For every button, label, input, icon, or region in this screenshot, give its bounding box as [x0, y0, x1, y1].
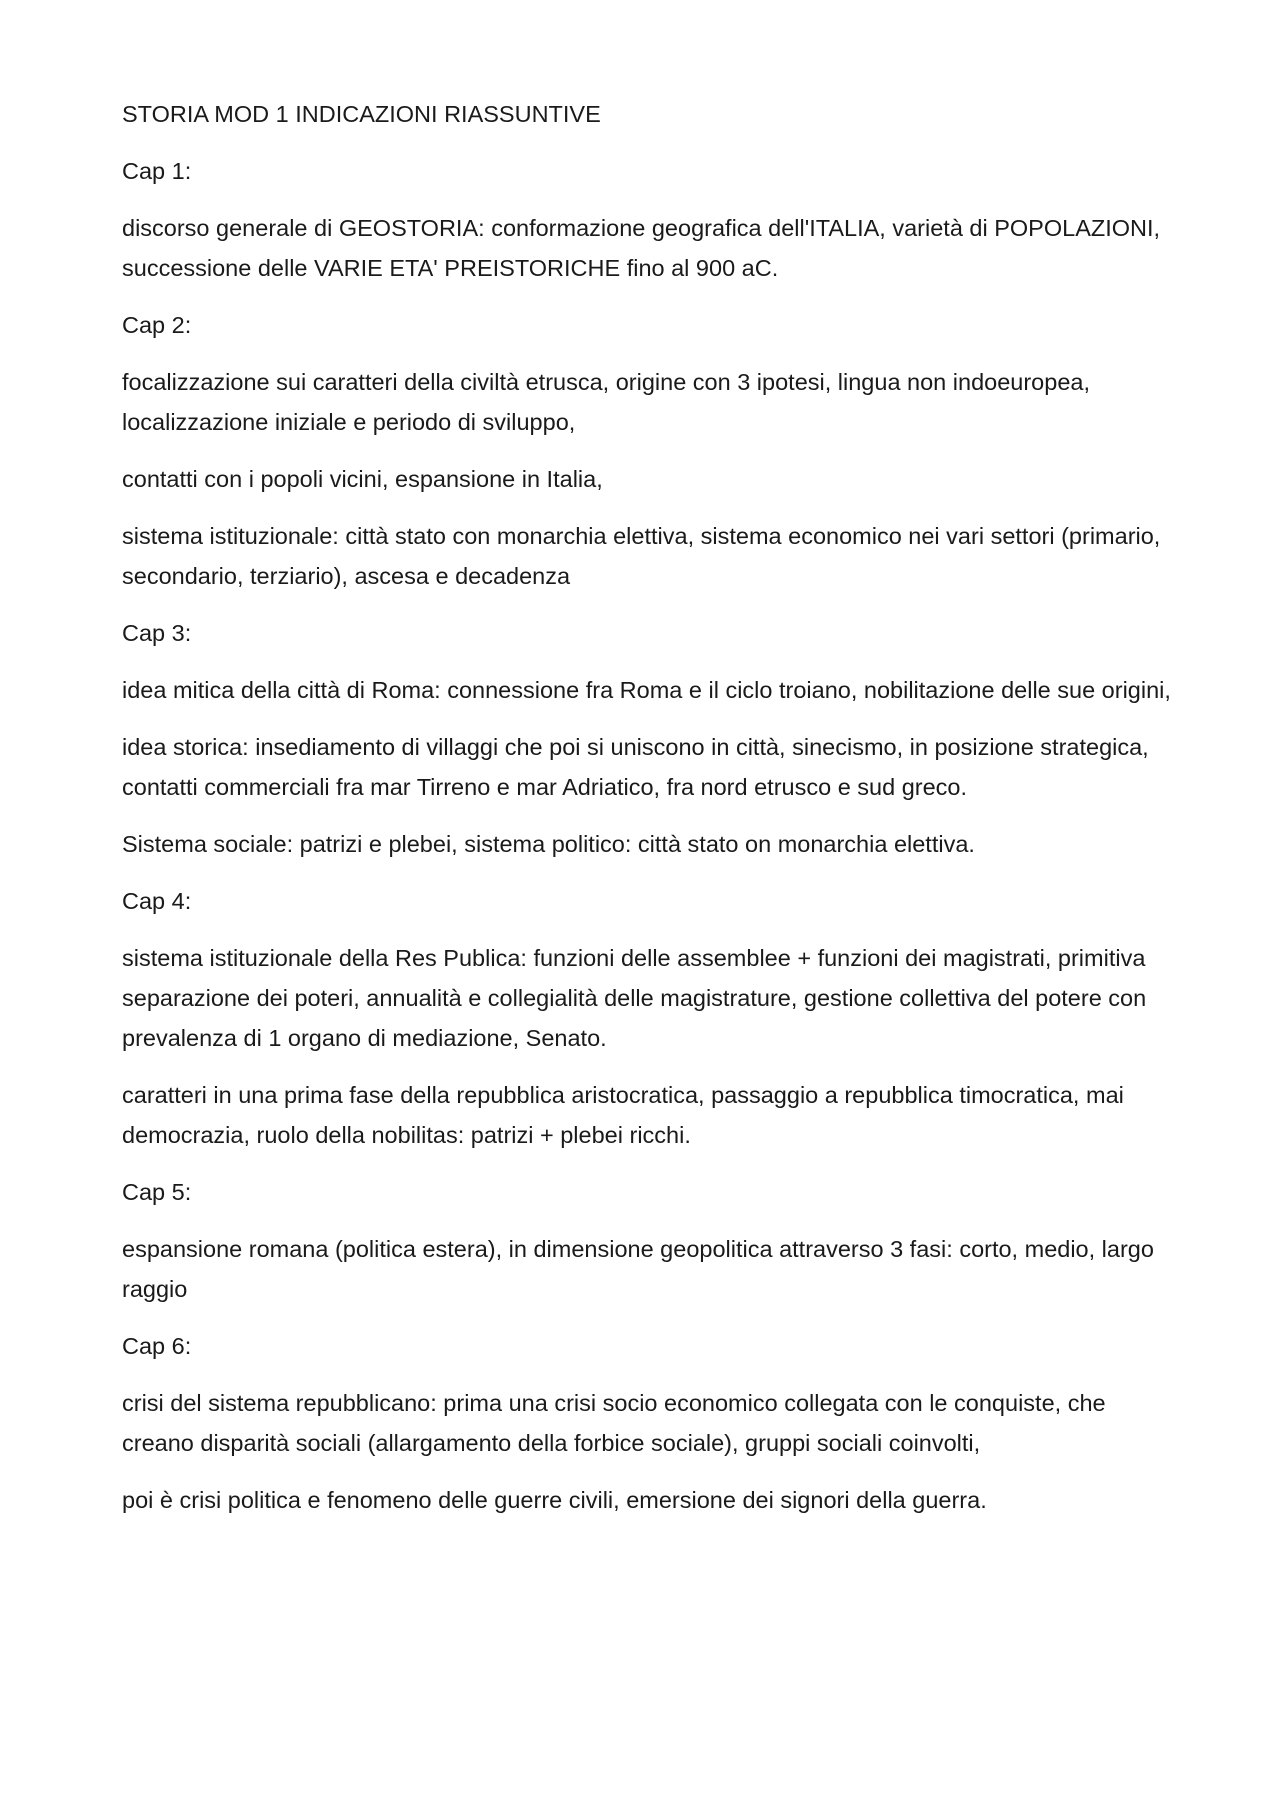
chapter-3-paragraph: idea storica: insediamento di villaggi che poi si uniscono in città, sinecismo, in posizione strategica, contatti commerciali fra mar Tirreno e mar Adriatico, fra nord etrusco e sud greco.	[122, 734, 1149, 800]
chapter-heading-1: Cap 1:	[122, 158, 192, 184]
chapter-2-paragraph: focalizzazione sui caratteri della civiltà etrusca, origine con 3 ipotesi, lingua non indoeuropea, localizzazione iniziale e periodo di sviluppo,	[122, 369, 1090, 435]
chapter-6-paragraph: poi è crisi politica e fenomeno delle guerre civili, emersione dei signori della guerra.	[122, 1487, 987, 1513]
chapter-1-paragraph: discorso generale di GEOSTORIA: conformazione geografica dell'ITALIA, varietà di POPOLAZIONI, successione delle VARIE ETA' PREISTORICHE fino al 900 aC.	[122, 215, 1161, 281]
chapter-2-paragraph: contatti con i popoli vicini, espansione in Italia,	[122, 466, 603, 492]
chapter-heading-5: Cap 5:	[122, 1179, 192, 1205]
chapter-3-paragraph: Sistema sociale: patrizi e plebei, sistema politico: città stato on monarchia elettiva.	[122, 831, 975, 857]
chapter-5-paragraph: espansione romana (politica estera), in dimensione geopolitica attraverso 3 fasi: corto, medio, largo raggio	[122, 1236, 1154, 1302]
chapter-heading-6: Cap 6:	[122, 1333, 192, 1359]
chapter-6-paragraph: crisi del sistema repubblicano: prima una crisi socio economico collegata con le conquiste, che creano disparità sociali (allargamento della forbice sociale), gruppi sociali coinvolti,	[122, 1390, 1106, 1456]
chapter-heading-3: Cap 3:	[122, 620, 192, 646]
chapter-heading-2: Cap 2:	[122, 312, 192, 338]
chapter-4-paragraph: caratteri in una prima fase della repubblica aristocratica, passaggio a repubblica timocratica, mai democrazia, ruolo della nobilitas: patrizi + plebei ricchi.	[122, 1082, 1124, 1148]
document-body	[122, 94, 1172, 1537]
chapter-heading-4: Cap 4:	[122, 888, 192, 914]
chapter-3-paragraph: idea mitica della città di Roma: connessione fra Roma e il ciclo troiano, nobilitazione delle sue origini,	[122, 677, 1171, 703]
document-title: STORIA MOD 1 INDICAZIONI RIASSUNTIVE	[122, 101, 601, 127]
chapter-2-paragraph: sistema istituzionale: città stato con monarchia elettiva, sistema economico nei vari settori (primario, secondario, terziario), ascesa e decadenza	[122, 523, 1161, 589]
chapter-4-paragraph: sistema istituzionale della Res Publica: funzioni delle assemblee + funzioni dei magistrati, primitiva separazione dei poteri, annualità e collegialità delle magistrature, gestione collettiva del potere con prevalenza di 1 organo di mediazione, Senato.	[122, 945, 1147, 1051]
